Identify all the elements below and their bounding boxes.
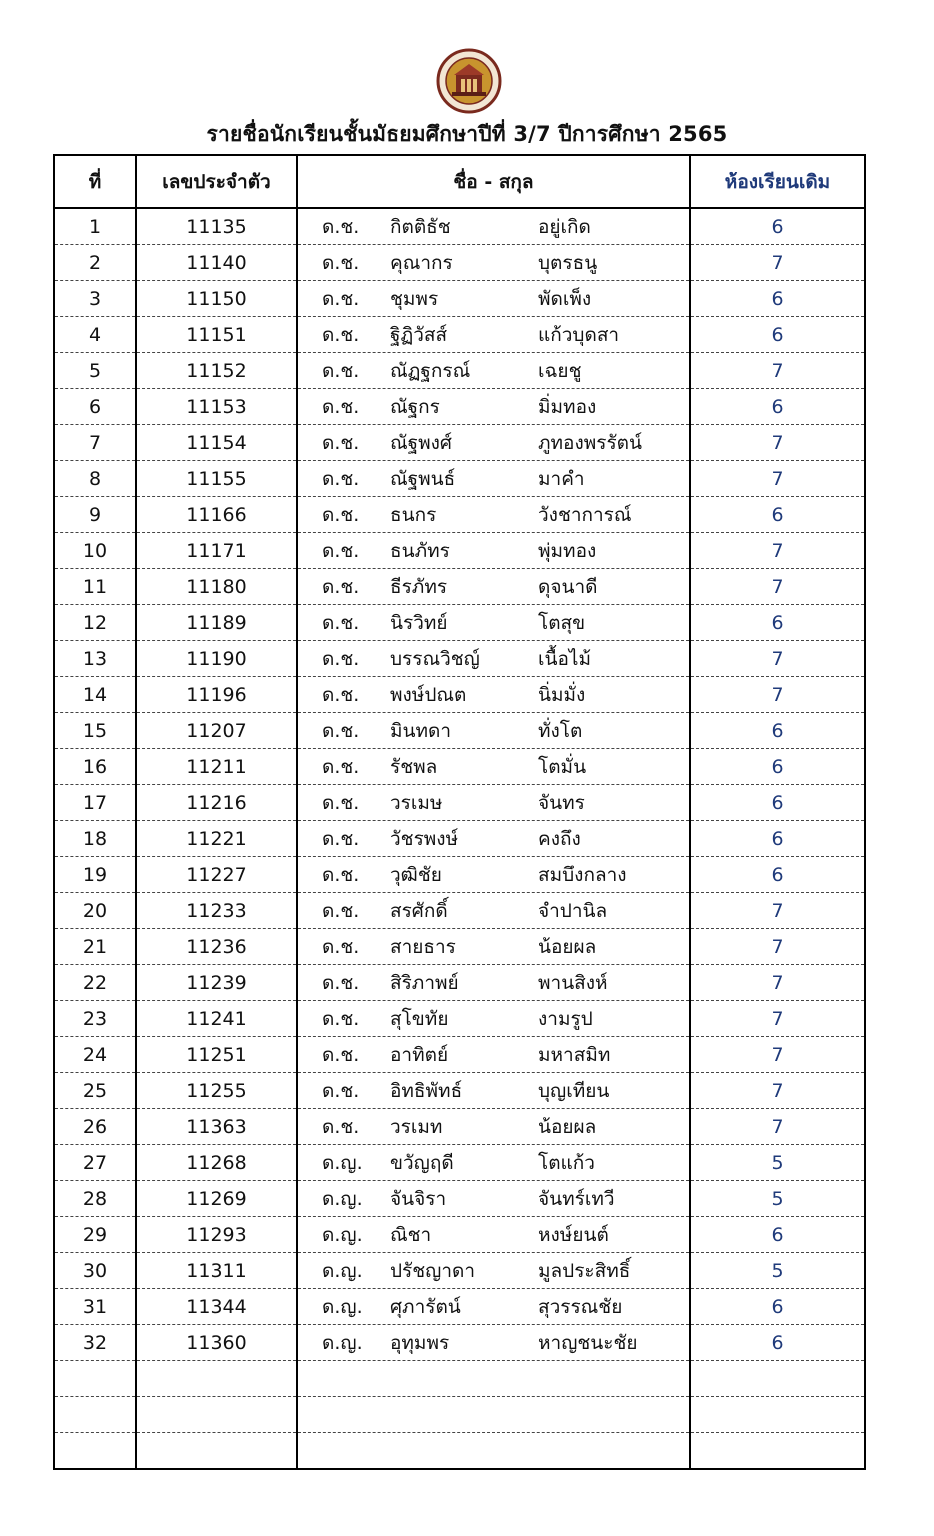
name-prefix: ด.ช.: [322, 611, 360, 634]
student-name: [297, 425, 690, 461]
last-name: แก้วบุดสา: [538, 323, 620, 346]
student-name: [297, 1325, 690, 1361]
row-number: 21: [54, 929, 136, 965]
name-prefix: ด.ช.: [322, 575, 360, 598]
table-row: [54, 641, 865, 677]
student-name: [297, 245, 690, 281]
header-no: ที่: [54, 155, 136, 208]
student-id: 11154: [136, 425, 297, 461]
row-number: 26: [54, 1109, 136, 1145]
name-prefix: ด.ช.: [322, 791, 360, 814]
row-number: 15: [54, 713, 136, 749]
student-id: 11227: [136, 857, 297, 893]
name-prefix: ด.ช.: [322, 323, 360, 346]
first-name: วรเมท: [390, 1115, 443, 1138]
last-name: จันทร์เทวี: [538, 1187, 615, 1210]
last-name: สมบึงกลาง: [538, 863, 627, 886]
first-name: ปรัชญาดา: [390, 1259, 476, 1282]
table-row: [54, 1289, 865, 1325]
table-row: [54, 1001, 865, 1037]
name-prefix: ด.ช.: [322, 899, 360, 922]
name-prefix: ด.ช.: [322, 1007, 360, 1030]
first-name: วุฒิชัย: [390, 863, 442, 886]
school-seal-logo: [436, 48, 502, 114]
last-name: โตสุข: [538, 611, 586, 634]
student-name: [297, 389, 690, 425]
student-name: [297, 1253, 690, 1289]
student-name: [297, 317, 690, 353]
student-id: 11255: [136, 1073, 297, 1109]
last-name: มาคำ: [538, 467, 585, 490]
row-number: 18: [54, 821, 136, 857]
student-id: 11211: [136, 749, 297, 785]
table-row: [54, 281, 865, 317]
row-number: 6: [54, 389, 136, 425]
last-name: วังชาการณ์: [538, 503, 632, 526]
row-number: 30: [54, 1253, 136, 1289]
first-name: อุทุมพร: [390, 1331, 450, 1354]
name-prefix: ด.ช.: [322, 683, 360, 706]
student-id: 11152: [136, 353, 297, 389]
table-row: [54, 1145, 865, 1181]
row-number: [54, 1397, 136, 1433]
last-name: ทั่งโต: [538, 719, 583, 742]
student-id: 11140: [136, 245, 297, 281]
original-room: 6: [690, 389, 865, 425]
last-name: งามรูป: [538, 1007, 593, 1030]
first-name: ธนภัทร: [390, 539, 450, 562]
original-room: 6: [690, 1217, 865, 1253]
student-id: 11151: [136, 317, 297, 353]
table-row: [54, 208, 865, 245]
name-prefix: ด.ช.: [322, 1043, 360, 1066]
row-number: 19: [54, 857, 136, 893]
student-id: 11153: [136, 389, 297, 425]
original-room: 6: [690, 821, 865, 857]
first-name: สายธาร: [390, 935, 456, 958]
name-prefix: ด.ช.: [322, 647, 360, 670]
original-room: 7: [690, 929, 865, 965]
row-number: 14: [54, 677, 136, 713]
row-number: 24: [54, 1037, 136, 1073]
original-room: [690, 1361, 865, 1397]
name-prefix: ด.ช.: [322, 1115, 360, 1138]
original-room: 7: [690, 893, 865, 929]
row-number: 31: [54, 1289, 136, 1325]
original-room: 6: [690, 857, 865, 893]
first-name: ณิชา: [390, 1223, 432, 1246]
name-prefix: ด.ช.: [322, 359, 360, 382]
student-name: [297, 749, 690, 785]
last-name: พัดเพ็ง: [538, 287, 592, 310]
original-room: 7: [690, 641, 865, 677]
row-number: 3: [54, 281, 136, 317]
name-prefix: ด.ช.: [322, 719, 360, 742]
table-row: [54, 605, 865, 641]
last-name: จันทร: [538, 791, 585, 814]
original-room: 7: [690, 569, 865, 605]
first-name: สรศักดิ์: [390, 899, 448, 922]
table-row: [54, 749, 865, 785]
original-room: 7: [690, 965, 865, 1001]
first-name: ธีรภัทร: [390, 575, 448, 598]
name-prefix: ด.ญ.: [322, 1259, 363, 1282]
student-name: [297, 208, 690, 245]
student-roster-table: [53, 154, 866, 1470]
table-row: [54, 245, 865, 281]
student-name: [297, 1433, 690, 1470]
row-number: 17: [54, 785, 136, 821]
original-room: 6: [690, 1289, 865, 1325]
student-name: [297, 1001, 690, 1037]
table-row: [54, 1109, 865, 1145]
last-name: น้อยผล: [538, 1115, 597, 1138]
table-row: [54, 497, 865, 533]
student-id: 11180: [136, 569, 297, 605]
student-id: 11196: [136, 677, 297, 713]
first-name: ณัฐพงศ์: [390, 431, 452, 454]
last-name: สุวรรณชัย: [538, 1295, 623, 1318]
row-number: 20: [54, 893, 136, 929]
last-name: น้อยผล: [538, 935, 597, 958]
student-id: 11241: [136, 1001, 297, 1037]
last-name: โตมั่น: [538, 755, 587, 778]
name-prefix: ด.ช.: [322, 431, 360, 454]
student-name: [297, 1397, 690, 1433]
first-name: ขวัญฤดี: [390, 1151, 454, 1174]
student-name: [297, 713, 690, 749]
table-row: [54, 425, 865, 461]
student-id: 11363: [136, 1109, 297, 1145]
student-name: [297, 641, 690, 677]
student-name: [297, 497, 690, 533]
student-id: 11171: [136, 533, 297, 569]
student-id: 11269: [136, 1181, 297, 1217]
student-name: [297, 785, 690, 821]
table-row: [54, 1217, 865, 1253]
row-number: 9: [54, 497, 136, 533]
student-name: [297, 1109, 690, 1145]
row-number: 25: [54, 1073, 136, 1109]
student-name: [297, 1361, 690, 1397]
original-room: [690, 1433, 865, 1470]
student-id: 11251: [136, 1037, 297, 1073]
student-name: [297, 677, 690, 713]
row-number: 5: [54, 353, 136, 389]
student-name: [297, 857, 690, 893]
first-name: ธนกร: [390, 503, 437, 526]
last-name: อยู่เกิด: [538, 215, 591, 238]
row-number: 16: [54, 749, 136, 785]
original-room: 7: [690, 1073, 865, 1109]
original-room: 5: [690, 1253, 865, 1289]
table-row: [54, 893, 865, 929]
header-name: ชื่อ - สกุล: [297, 155, 690, 208]
student-name: [297, 533, 690, 569]
original-room: 7: [690, 533, 865, 569]
first-name: รัชพล: [390, 755, 438, 778]
table-row: [54, 1433, 865, 1470]
name-prefix: ด.ช.: [322, 287, 360, 310]
student-id: 11344: [136, 1289, 297, 1325]
name-prefix: ด.ช.: [322, 395, 360, 418]
name-prefix: ด.ช.: [322, 539, 360, 562]
original-room: 7: [690, 1037, 865, 1073]
last-name: เนื้อไม้: [538, 647, 591, 670]
table-row: [54, 389, 865, 425]
student-name: [297, 1145, 690, 1181]
student-id: [136, 1361, 297, 1397]
row-number: 11: [54, 569, 136, 605]
last-name: บุตรธนู: [538, 251, 598, 274]
student-name: [297, 1181, 690, 1217]
table-row: [54, 857, 865, 893]
name-prefix: ด.ช.: [322, 215, 360, 238]
row-number: 23: [54, 1001, 136, 1037]
name-prefix: ด.ญ.: [322, 1187, 363, 1210]
student-name: [297, 353, 690, 389]
table-row: [54, 1073, 865, 1109]
page-title: รายชื่อนักเรียนชั้นมัธยมศึกษาปีที่ 3/7 ปีการศึกษา 2565: [206, 122, 728, 146]
name-prefix: ด.ญ.: [322, 1223, 363, 1246]
original-room: 7: [690, 245, 865, 281]
row-number: 4: [54, 317, 136, 353]
name-prefix: ด.ช.: [322, 1079, 360, 1102]
original-room: 6: [690, 208, 865, 245]
last-name: นิ่มมั่ง: [538, 683, 586, 706]
first-name: พงษ์ปณต: [390, 683, 467, 706]
last-name: หงษ์ยนต์: [538, 1223, 609, 1246]
student-name: [297, 965, 690, 1001]
table-header-row: [54, 155, 865, 208]
student-id: 11268: [136, 1145, 297, 1181]
first-name: ณัฐพนธ์: [390, 467, 456, 490]
row-number: 28: [54, 1181, 136, 1217]
table-row: [54, 965, 865, 1001]
student-id: 11233: [136, 893, 297, 929]
last-name: บุญเทียน: [538, 1079, 610, 1102]
table-row: [54, 317, 865, 353]
name-prefix: ด.ญ.: [322, 1295, 363, 1318]
original-room: 6: [690, 713, 865, 749]
last-name: มูลประสิทธิ์: [538, 1259, 631, 1282]
header-original-room: ห้องเรียนเดิม: [690, 155, 865, 208]
first-name: จันจิรา: [390, 1187, 447, 1210]
first-name: สุโขทัย: [390, 1007, 449, 1030]
table-row: [54, 1253, 865, 1289]
last-name: คงถึง: [538, 827, 581, 850]
original-room: 7: [690, 461, 865, 497]
first-name: ศุภารัตน์: [390, 1295, 461, 1318]
table-row: [54, 533, 865, 569]
student-name: [297, 281, 690, 317]
student-id: 11155: [136, 461, 297, 497]
table-row: [54, 1181, 865, 1217]
table-row: [54, 1361, 865, 1397]
last-name: ภูทองพรรัตน์: [538, 431, 642, 454]
name-prefix: ด.ช.: [322, 467, 360, 490]
student-id: 11311: [136, 1253, 297, 1289]
student-id: 11216: [136, 785, 297, 821]
first-name: นิรวิทย์: [390, 611, 448, 634]
student-id: 11360: [136, 1325, 297, 1361]
first-name: ฐิฏิวัสส์: [390, 323, 448, 346]
row-number: 13: [54, 641, 136, 677]
first-name: กิตติธัช: [390, 215, 451, 238]
name-prefix: ด.ช.: [322, 863, 360, 886]
original-room: 7: [690, 1001, 865, 1037]
last-name: เฉยชู: [538, 359, 582, 382]
last-name: ดุจนาดี: [538, 575, 598, 598]
name-prefix: ด.ช.: [322, 971, 360, 994]
student-name: [297, 1289, 690, 1325]
student-name: [297, 605, 690, 641]
table-row: [54, 1325, 865, 1361]
last-name: จำปานิล: [538, 899, 608, 922]
row-number: 22: [54, 965, 136, 1001]
row-number: 1: [54, 208, 136, 245]
name-prefix: ด.ช.: [322, 755, 360, 778]
original-room: 7: [690, 1109, 865, 1145]
student-id: 11236: [136, 929, 297, 965]
row-number: 8: [54, 461, 136, 497]
first-name: มินทดา: [390, 719, 452, 742]
student-id: 11150: [136, 281, 297, 317]
original-room: 6: [690, 497, 865, 533]
student-id: 11166: [136, 497, 297, 533]
name-prefix: ด.ช.: [322, 827, 360, 850]
student-id: 11239: [136, 965, 297, 1001]
header-student-id: เลขประจำตัว: [136, 155, 297, 208]
first-name: สิริภาพย์: [390, 971, 459, 994]
table-row: [54, 1037, 865, 1073]
student-name: [297, 1037, 690, 1073]
row-number: 2: [54, 245, 136, 281]
student-id: 11135: [136, 208, 297, 245]
last-name: โตแก้ว: [538, 1151, 595, 1174]
last-name: พุ่มทอง: [538, 539, 597, 562]
last-name: มิ่มทอง: [538, 395, 597, 418]
student-name: [297, 569, 690, 605]
last-name: หาญชนะชัย: [538, 1331, 638, 1354]
table-row: [54, 929, 865, 965]
first-name: บรรณวิชญ์: [390, 647, 480, 670]
original-room: 7: [690, 677, 865, 713]
student-id: [136, 1433, 297, 1470]
table-body: [54, 208, 865, 1469]
original-room: 6: [690, 785, 865, 821]
original-room: 6: [690, 749, 865, 785]
student-name: [297, 1073, 690, 1109]
first-name: วรเมษ: [390, 791, 443, 814]
student-id: 11189: [136, 605, 297, 641]
row-number: 12: [54, 605, 136, 641]
row-number: [54, 1361, 136, 1397]
student-id: 11221: [136, 821, 297, 857]
row-number: 10: [54, 533, 136, 569]
last-name: พานสิงห์: [538, 971, 608, 994]
student-name: [297, 461, 690, 497]
row-number: 27: [54, 1145, 136, 1181]
student-name: [297, 1217, 690, 1253]
name-prefix: ด.ช.: [322, 935, 360, 958]
student-name: [297, 929, 690, 965]
row-number: 32: [54, 1325, 136, 1361]
original-room: 6: [690, 1325, 865, 1361]
student-name: [297, 821, 690, 857]
first-name: ชุมพร: [390, 287, 439, 310]
last-name: มหาสมิท: [538, 1043, 611, 1066]
original-room: 6: [690, 281, 865, 317]
row-number: 7: [54, 425, 136, 461]
student-id: [136, 1397, 297, 1433]
original-room: 7: [690, 425, 865, 461]
name-prefix: ด.ช.: [322, 503, 360, 526]
name-prefix: ด.ญ.: [322, 1151, 363, 1174]
original-room: [690, 1397, 865, 1433]
first-name: คุณากร: [390, 251, 453, 274]
original-room: 5: [690, 1145, 865, 1181]
table-row: [54, 821, 865, 857]
table-row: [54, 461, 865, 497]
student-id: 11293: [136, 1217, 297, 1253]
table-row: [54, 785, 865, 821]
first-name: ณัฏฐกรณ์: [390, 359, 471, 382]
original-room: 5: [690, 1181, 865, 1217]
name-prefix: ด.ญ.: [322, 1331, 363, 1354]
student-id: 11207: [136, 713, 297, 749]
original-room: 7: [690, 353, 865, 389]
first-name: วัชรพงษ์: [390, 827, 459, 850]
table-row: [54, 677, 865, 713]
first-name: ณัฐกร: [390, 395, 440, 418]
student-name: [297, 893, 690, 929]
original-room: 6: [690, 317, 865, 353]
table-row: [54, 353, 865, 389]
table-row: [54, 713, 865, 749]
row-number: [54, 1433, 136, 1470]
row-number: 29: [54, 1217, 136, 1253]
table-row: [54, 1397, 865, 1433]
name-prefix: ด.ช.: [322, 251, 360, 274]
table-row: [54, 569, 865, 605]
first-name: อิทธิพัทธ์: [390, 1079, 463, 1102]
student-id: 11190: [136, 641, 297, 677]
first-name: อาทิตย์: [390, 1043, 449, 1066]
original-room: 6: [690, 605, 865, 641]
